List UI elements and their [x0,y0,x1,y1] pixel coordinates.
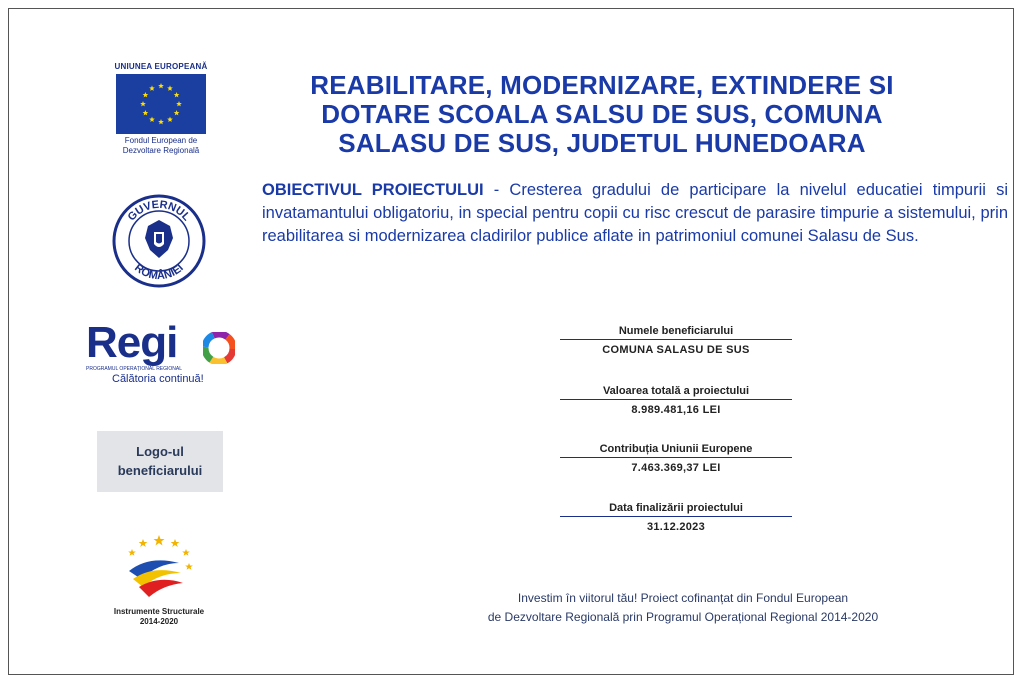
objective-text: - Cresterea gradului de participare la nivelul educatiei timpurii si invatamantului obligatoriu, in special pentru copii cu risc crescut de parasire timpurie a sistemului, prin reabilitarea si modernizarea cladirilor publice aflate in patrimoniul comunei Salasu de Sus. [262,181,1009,245]
info-heading: Numele beneficiarului [560,325,792,340]
title-line3: SALASU DE SUS, JUDETUL HUNEDOARA [338,128,866,158]
eu-logo-title: UNIUNEA EUROPEANĂ [114,62,208,71]
footer-line2: de Dezvoltare Regională prin Programul Operațional Regional 2014-2020 [487,610,879,624]
regio-color-wheel-icon [203,332,235,364]
info-heading: Contribuția Uniunii Europene [560,443,792,458]
eu-flag-icon [116,74,206,134]
eu-logo-line2: Dezvoltare Regională [122,146,200,155]
regio-slogan: Călătoria continuă! [112,373,204,385]
regio-word: Regi [86,318,178,367]
regio-logo [86,318,246,388]
title-line2: DOTARE SCOALA SALSU DE SUS, COMUNA [321,99,883,129]
seal-upper-text: GUVERNUL [125,198,193,224]
beneficiary-line1: Logo-ul [136,444,184,459]
footer-line1: Investim în viitorul tău! Proiect cofinanțat din Fondul European [517,591,849,605]
objective-label: OBIECTIVUL PROIECTULUI [262,181,484,199]
eu-logo-line1: Fondul European de [124,136,198,145]
info-block-end-date [560,502,792,533]
info-value: 7.463.369,37 LEI [631,462,721,474]
info-value: COMUNA SALASU DE SUS [602,344,750,356]
structural-line1: Instrumente Structurale [113,607,205,616]
seal-lower-text: ROMÂNIEI [132,261,186,283]
structural-instruments-logo [104,533,214,627]
info-block-eu-contribution [560,443,792,474]
structural-line2: 2014-2020 [139,617,179,626]
info-value: 31.12.2023 [646,521,706,533]
info-block-total-value [560,385,792,416]
project-title [262,71,942,158]
eu-logo [108,62,214,156]
info-value: 8.989.481,16 LEI [631,404,721,416]
title-line1: REABILITARE, MODERNIZARE, EXTINDERE SI [310,70,894,100]
footer-note [400,589,966,627]
beneficiary-line2: beneficiarului [117,463,203,478]
structural-instruments-icon [119,533,199,603]
government-seal-icon [112,194,206,288]
project-objective [262,179,1008,248]
regio-program-text: PROGRAMUL OPERAȚIONAL REGIONAL [86,366,183,372]
beneficiary-logo-placeholder [97,431,223,492]
info-heading: Valoarea totală a proiectului [560,385,792,400]
info-heading: Data finalizării proiectului [560,502,792,517]
info-block-beneficiary [560,325,792,356]
